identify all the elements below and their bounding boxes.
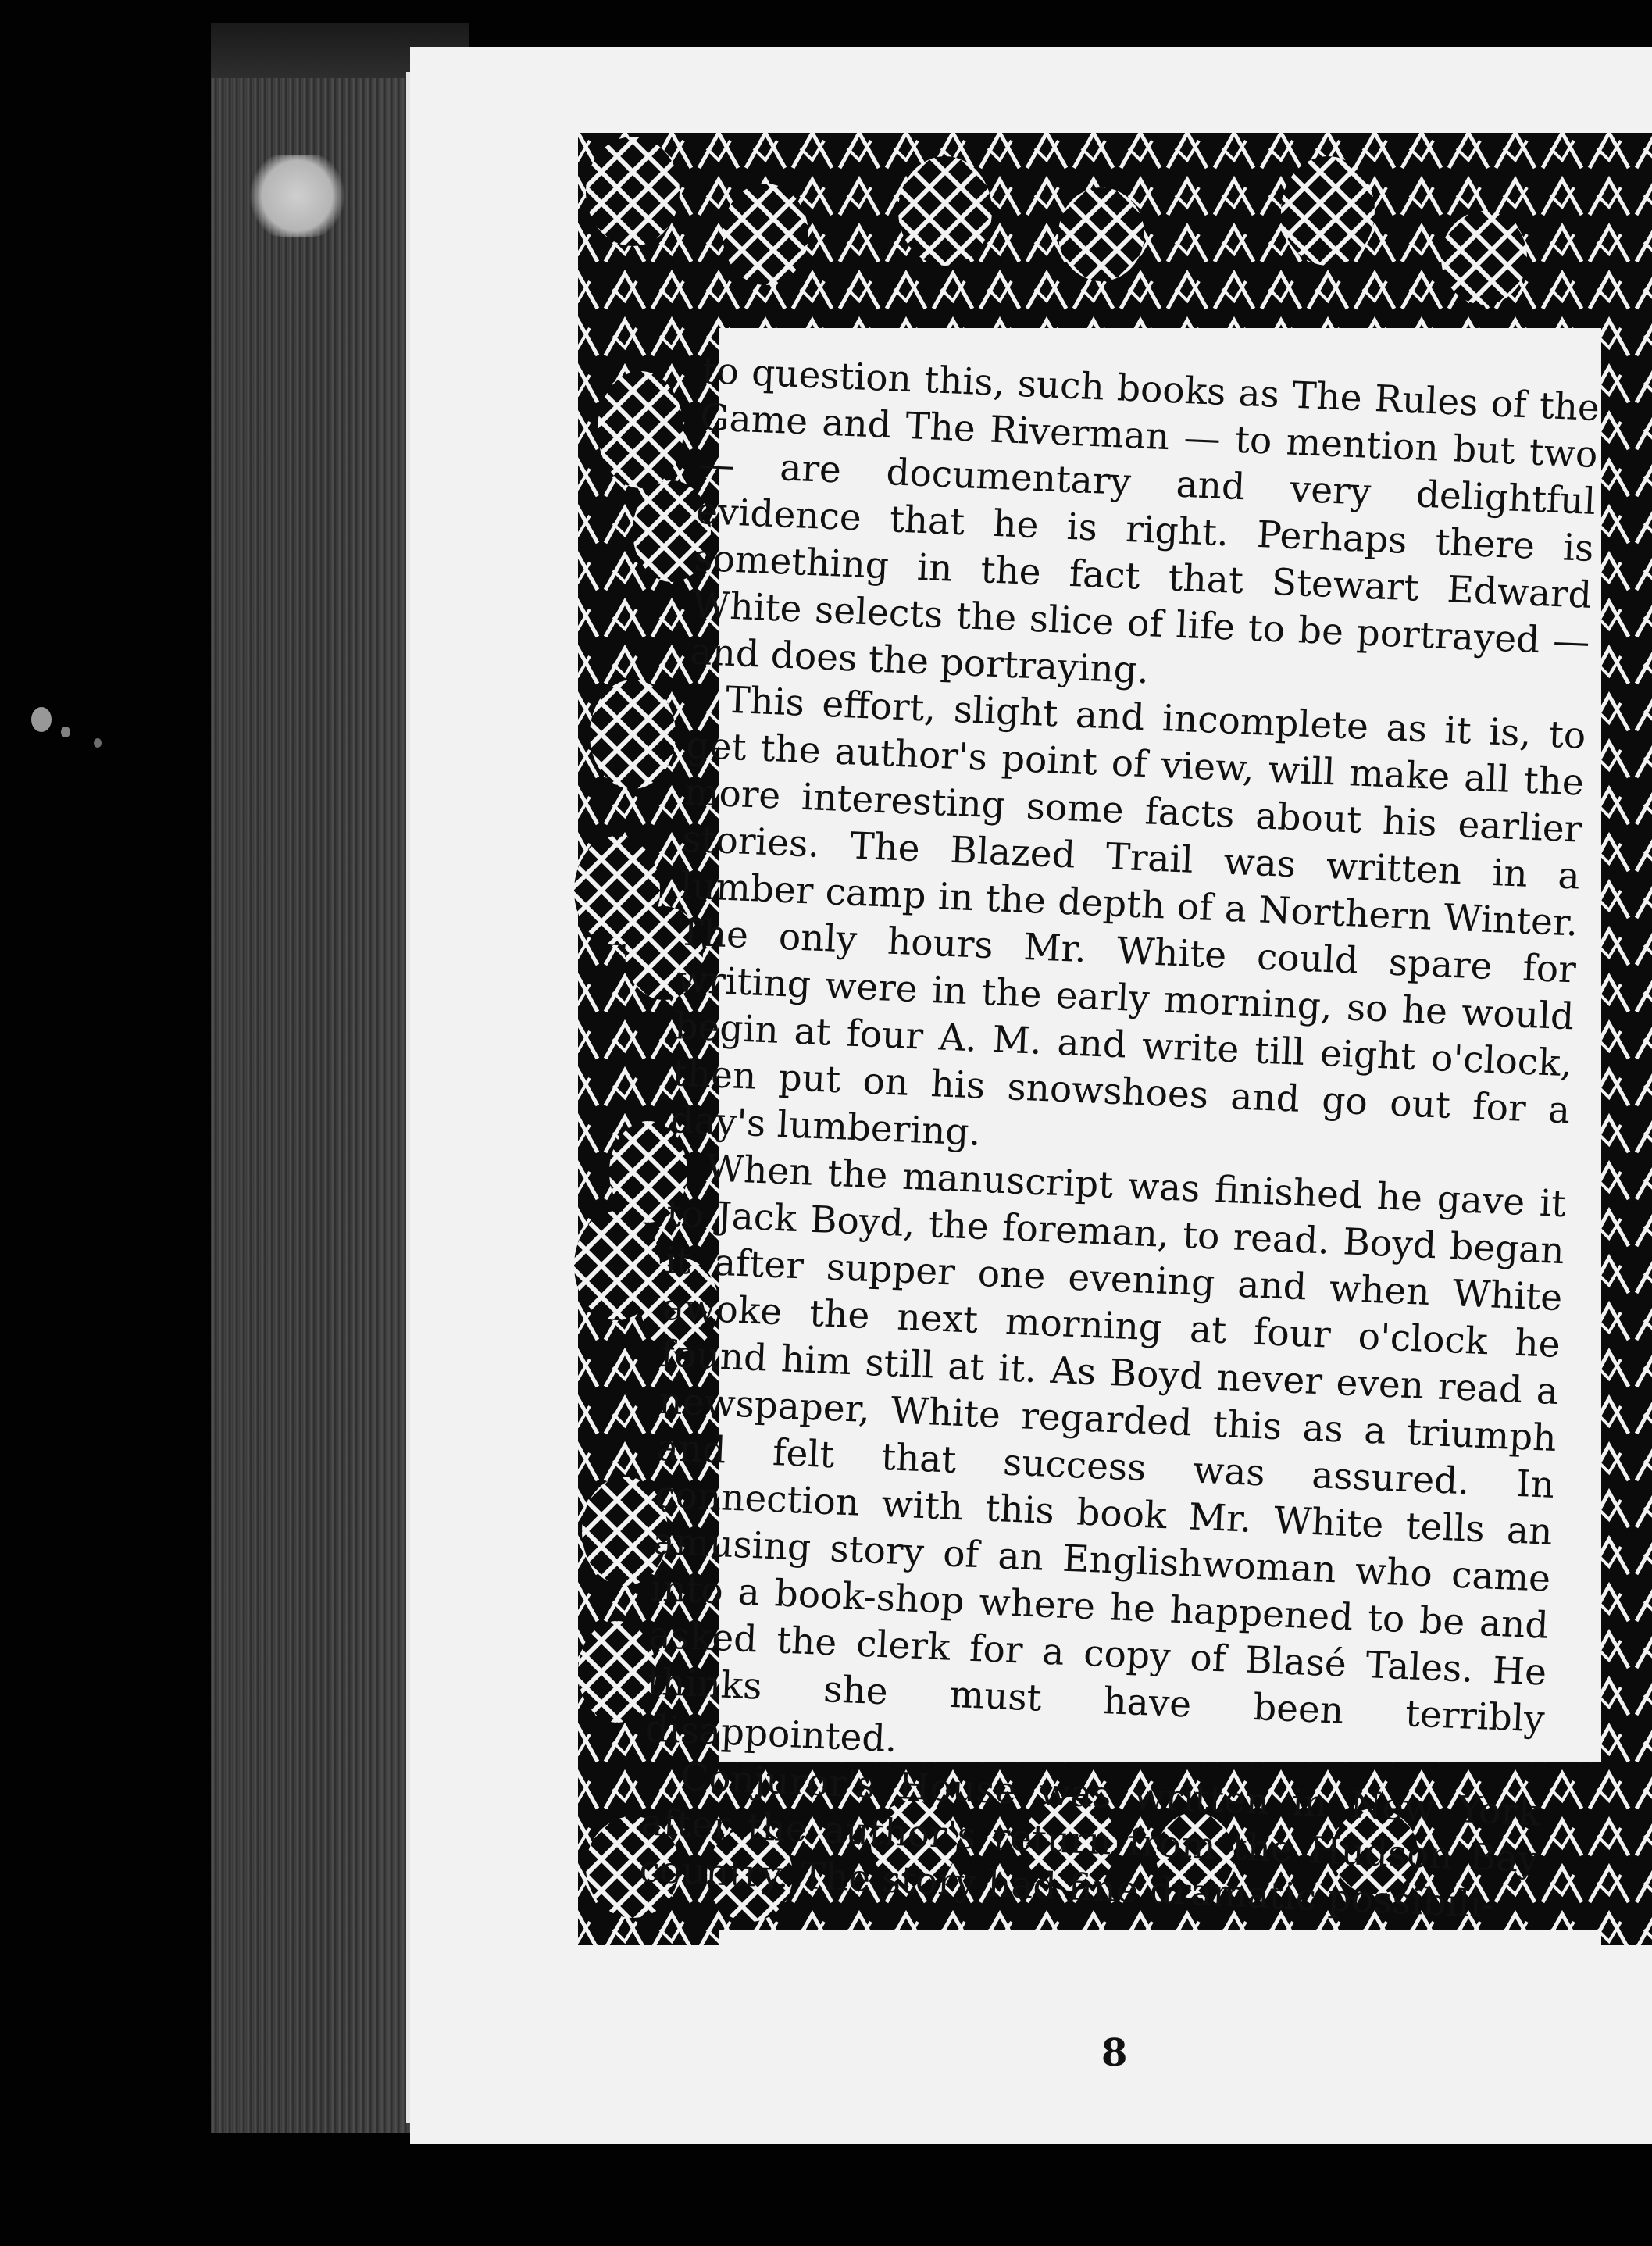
page-number: 8 (1101, 2031, 1128, 2075)
stray-speck (61, 727, 70, 737)
stray-speck (31, 707, 52, 732)
book-page-edges (211, 23, 422, 2133)
paragraph: to question this, such books as The Rules of the Game and The Riverman — to mention but two — are documentary and very delightful evidence that he is right. Perhaps there is something in the fact that Stewart Edward White selects the slice of life to be portrayed — and does the portraying. (689, 348, 1600, 693)
stray-speck (94, 738, 102, 748)
paragraph: This effort, slight and incomplete as it is, to get the author's point of view, will make all the more interesting some facts about his earlier stories. The Blazed Trail was written in a lumber camp in the depth of a Northern Winter. The only hours Mr. White could spare for writing were in the early morning, so he would begin at four A. M. and write till eight o'clock, then put on his snowshoes and go out for a day's lumbering. (669, 678, 1587, 1155)
paragraph: Conjuror's House was written in New York after the author's return from the Hudson Bay country. The story had fine dramatic possibili- (638, 1755, 1542, 1927)
spine-smudge (248, 155, 346, 237)
body-text (638, 348, 1600, 1930)
paragraph: When the manuscript was finished he gave it to Jack Boyd, the foreman, to read. Boyd began it after supper one evening and when White awoke the next morning at four o'clock he found him still at it. As Boyd never even read a newspaper, White regarded this as a triumph and felt that success was assured. In connection with this book Mr. White tells an amusing story of an Englishwoman who came into a book-shop where he happened to be and asked the clerk for a copy of Blasé Tales. He thinks she must have been terribly disappointed. (644, 1147, 1568, 1761)
